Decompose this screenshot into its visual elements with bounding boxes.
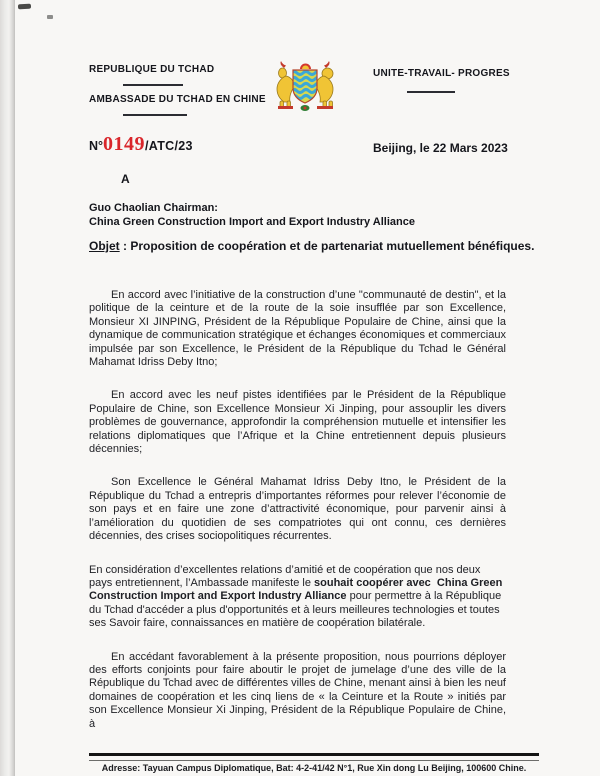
letter-footer <box>89 753 539 773</box>
paragraph-3: Son Excellence le Général Mahamat Idriss Deby Itno, le Président de la République du Tchad a entrepris d’importantes réformes pour relever l’économie de son pays et en faire une zone d’attractivité économique, pour parvenir ainsi à l’amélioration du quotidien de ses compatriotes qui ont connu, ces dernières décennies, des crises sociopolitiques récurrentes. <box>89 476 506 543</box>
scan-artifact <box>47 15 53 19</box>
subject-label: Objet <box>89 239 120 253</box>
recipient-organization: China Green Construction Import and Export Industry Alliance <box>89 216 415 228</box>
divider <box>123 84 183 86</box>
letterhead-right <box>373 68 510 93</box>
paragraph-1: En accord avec l’initiative de la construction d’une "communauté de destin", et la politique de la ceinture et de la route de la soie insufflée par son Excellence, Monsieur XI JINPING, Président de la République Populaire de Chine, ainsi que la dynamique de communication stratégique et échanges économiques et commerciaux impulsée par son Excellence, le Président de la République du Tchad le Général Mahamat Idriss Deby Itno; <box>89 289 506 369</box>
reference-suffix: /ATC/23 <box>145 139 193 153</box>
paragraph-4-text: pour permettre à la République du Tchad d'accéder a plus d'opportunités et à leurs meilleures technologies et toutes ses Savoir faire, connaissances en matière de coopération bilatérale. <box>89 590 502 630</box>
divider <box>123 114 187 116</box>
recipient-block <box>89 201 415 229</box>
scan-artifact <box>18 4 31 10</box>
recipient-name: Guo Chaolian Chairman: <box>89 202 218 214</box>
divider <box>407 91 455 93</box>
subject-line <box>89 238 541 254</box>
letterhead-left <box>89 64 266 116</box>
paragraph-2: En accord avec les neuf pistes identifiées par le Président de la République Populaire de Chine, son Excellence Monsieur Xi Jinping, pour assouplir les divers problèmes de gouvernance, approfondir la compréhension mutuelle et intensifier les relations diplomatiques que l’Afrique et la Chine entretiennent depuis plusieurs décennies; <box>89 389 506 456</box>
subject-separator: : <box>119 239 131 253</box>
reference-serial: 0149 <box>103 133 146 155</box>
paragraph-4 <box>89 564 506 631</box>
footer-address: Adresse: Tayuan Campus Diplomatique, Bat: 4-2-41/42 N°1, Rue Xin dong Lu Beijing, 100600 Chine. <box>101 763 527 773</box>
subject-text: Proposition de coopération et de partenariat mutuellement bénéfiques. <box>130 239 535 253</box>
motto-text: UNITE-TRAVAIL- PROGRES <box>373 68 510 79</box>
paragraph-5: En accédant favorablement à la présente proposition, nous pourrions déployer des efforts conjoints pour faire aboutir le projet de jumelage d’une des ville de la République du Tchad avec de différentes villes de Chine, menant ainsi à bien les neuf domaines de coopération et les cinq liens de « la Ceinture et la Route » initiés par son Excellence Monsieur Xi Jinping, Président de la République Populaire de Chine, à <box>89 650 506 730</box>
dateline: Beijing, le 22 Mars 2023 <box>373 141 508 155</box>
letter-body <box>89 289 506 751</box>
reference-prefix: N° <box>89 139 104 153</box>
salutation-letter: A <box>121 172 130 186</box>
republic-title: REPUBLIQUE DU TCHAD <box>89 64 215 75</box>
scan-edge <box>0 0 15 776</box>
paragraph-4-bold-alliance-name: souhait coopérer avec China Green Construction Import and Export Industry Alliance <box>89 576 503 603</box>
paragraph-4-text: En considération d’excellentes relations d’amitié et de coopération que nos deux pays entretiennent, l’Ambassade manifeste le <box>89 563 481 589</box>
letter-page <box>15 0 600 776</box>
reference-number <box>89 134 193 154</box>
footer-rule <box>89 753 539 761</box>
chad-coat-of-arms-icon <box>269 61 341 113</box>
embassy-title: AMBASSADE DU TCHAD EN CHINE <box>89 94 266 105</box>
